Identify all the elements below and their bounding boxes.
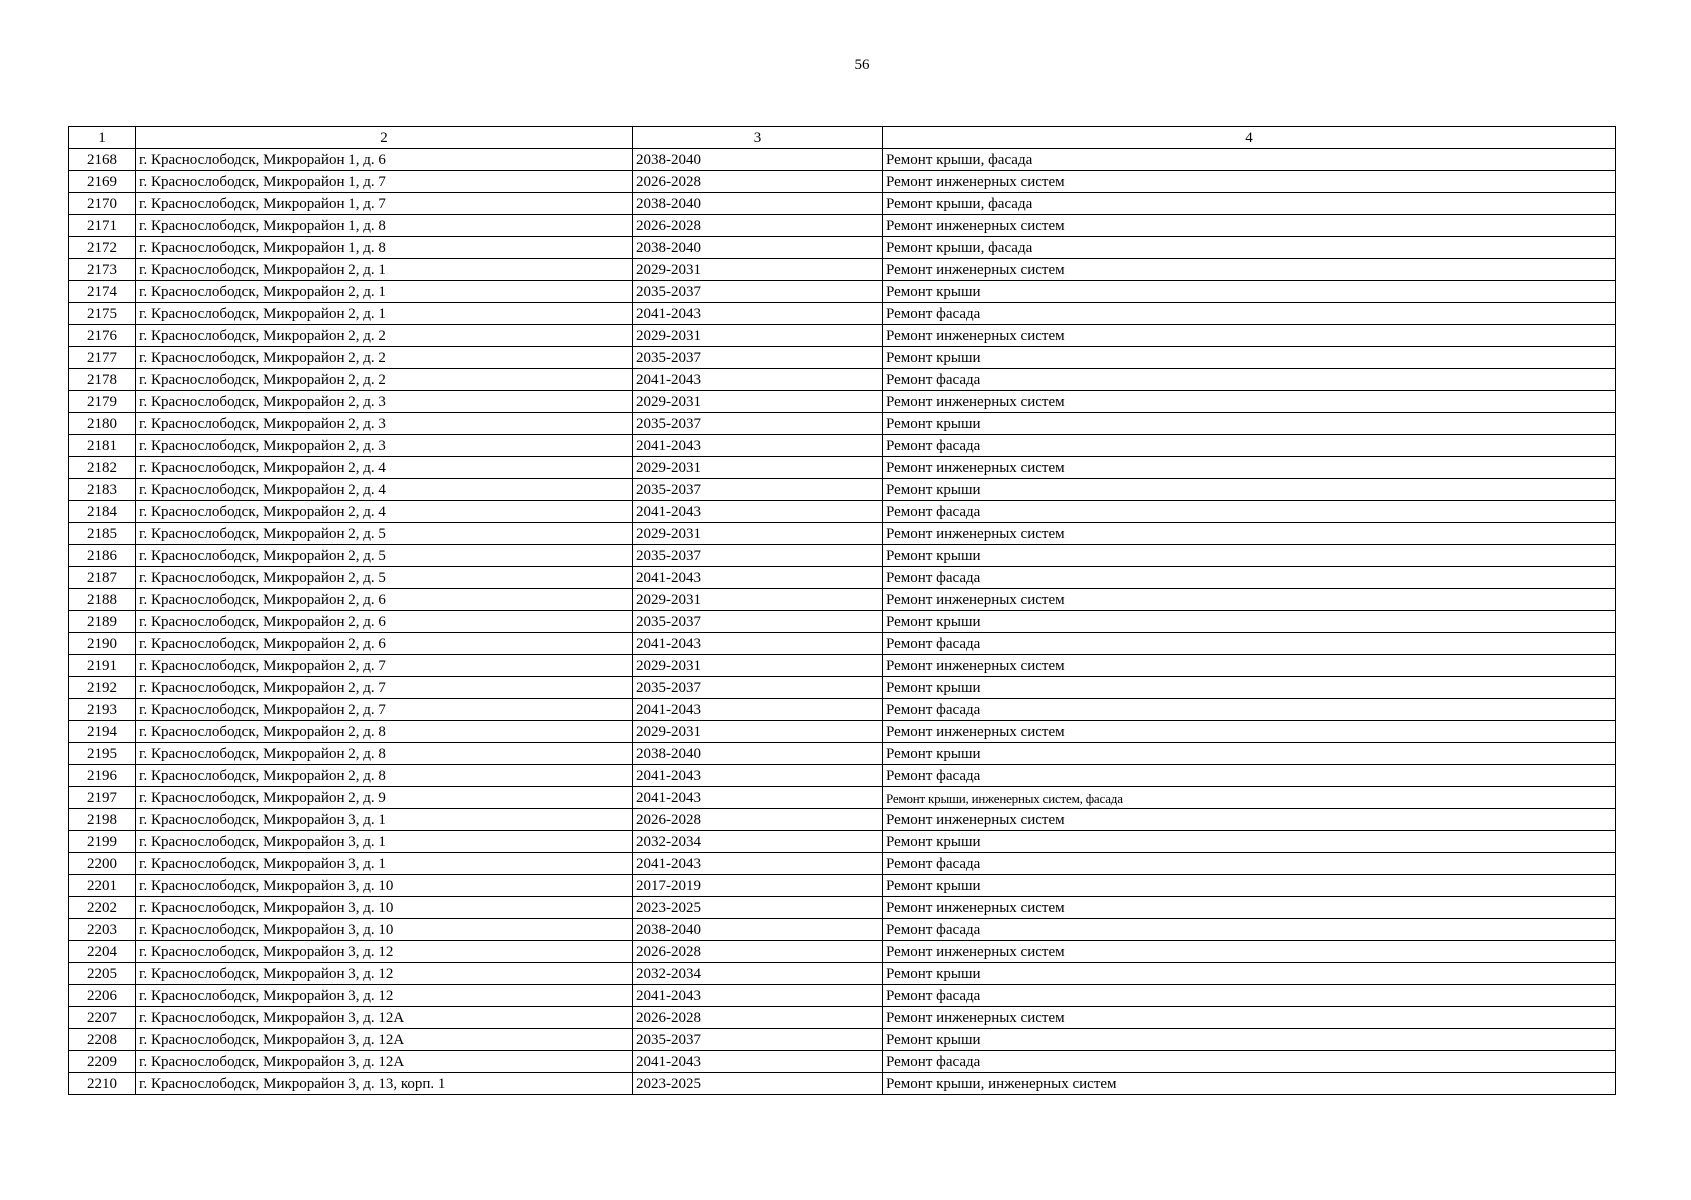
table-row: [69, 721, 1616, 743]
table-row: [69, 853, 1616, 875]
period-cell: 2023-2025: [633, 897, 883, 919]
table-row: [69, 479, 1616, 501]
work-type-cell: Ремонт фасада: [883, 853, 1616, 875]
work-type-cell: Ремонт крыши: [883, 677, 1616, 699]
row-number-cell: 2191: [69, 655, 136, 677]
period-cell: 2041-2043: [633, 435, 883, 457]
period-cell: 2038-2040: [633, 237, 883, 259]
work-type-cell: Ремонт инженерных систем: [883, 325, 1616, 347]
work-type-cell: Ремонт инженерных систем: [883, 523, 1616, 545]
row-number-cell: 2184: [69, 501, 136, 523]
address-cell: г. Краснослободск, Микрорайон 3, д. 10: [136, 897, 633, 919]
work-type-cell: Ремонт крыши: [883, 545, 1616, 567]
address-cell: г. Краснослободск, Микрорайон 3, д. 12А: [136, 1051, 633, 1073]
period-cell: 2029-2031: [633, 457, 883, 479]
period-cell: 2029-2031: [633, 721, 883, 743]
period-cell: 2029-2031: [633, 325, 883, 347]
table-row: [69, 149, 1616, 171]
period-cell: 2026-2028: [633, 941, 883, 963]
work-type-cell: Ремонт крыши: [883, 281, 1616, 303]
row-number-cell: 2178: [69, 369, 136, 391]
address-cell: г. Краснослободск, Микрорайон 2, д. 6: [136, 589, 633, 611]
period-cell: 2041-2043: [633, 853, 883, 875]
row-number-cell: 2202: [69, 897, 136, 919]
work-type-cell: Ремонт крыши: [883, 611, 1616, 633]
table-row: [69, 963, 1616, 985]
table-row: [69, 633, 1616, 655]
address-cell: г. Краснослободск, Микрорайон 2, д. 8: [136, 765, 633, 787]
address-cell: г. Краснослободск, Микрорайон 2, д. 8: [136, 721, 633, 743]
work-type-cell: Ремонт фасада: [883, 919, 1616, 941]
table-row: [69, 919, 1616, 941]
table-row: [69, 831, 1616, 853]
table-row: [69, 303, 1616, 325]
period-cell: 2041-2043: [633, 633, 883, 655]
row-number-cell: 2203: [69, 919, 136, 941]
work-type-cell: Ремонт крыши: [883, 479, 1616, 501]
period-cell: 2041-2043: [633, 501, 883, 523]
row-number-cell: 2171: [69, 215, 136, 237]
row-number-cell: 2172: [69, 237, 136, 259]
address-cell: г. Краснослободск, Микрорайон 3, д. 12А: [136, 1007, 633, 1029]
address-cell: г. Краснослободск, Микрорайон 2, д. 2: [136, 369, 633, 391]
work-type-cell: Ремонт фасада: [883, 567, 1616, 589]
period-cell: 2023-2025: [633, 1073, 883, 1095]
row-number-cell: 2176: [69, 325, 136, 347]
work-type-cell: Ремонт инженерных систем: [883, 171, 1616, 193]
row-number-cell: 2185: [69, 523, 136, 545]
address-cell: г. Краснослободск, Микрорайон 2, д. 8: [136, 743, 633, 765]
row-number-cell: 2189: [69, 611, 136, 633]
row-number-cell: 2181: [69, 435, 136, 457]
work-type-cell: Ремонт фасада: [883, 501, 1616, 523]
address-cell: г. Краснослободск, Микрорайон 2, д. 1: [136, 281, 633, 303]
table-row: [69, 611, 1616, 633]
work-type-cell: Ремонт крыши, инженерных систем: [883, 1073, 1616, 1095]
address-cell: г. Краснослободск, Микрорайон 2, д. 1: [136, 303, 633, 325]
table-header: [69, 127, 1616, 149]
row-number-cell: 2168: [69, 149, 136, 171]
address-cell: г. Краснослободск, Микрорайон 3, д. 10: [136, 919, 633, 941]
row-number-cell: 2186: [69, 545, 136, 567]
table-row: [69, 369, 1616, 391]
table-row: [69, 171, 1616, 193]
row-number-cell: 2206: [69, 985, 136, 1007]
table-row: [69, 325, 1616, 347]
address-cell: г. Краснослободск, Микрорайон 2, д. 2: [136, 325, 633, 347]
row-number-cell: 2200: [69, 853, 136, 875]
row-number-cell: 2190: [69, 633, 136, 655]
work-type-cell: Ремонт фасада: [883, 985, 1616, 1007]
table-row: [69, 897, 1616, 919]
work-type-cell: Ремонт инженерных систем: [883, 721, 1616, 743]
row-number-cell: 2199: [69, 831, 136, 853]
table-row: [69, 435, 1616, 457]
work-type-cell: Ремонт крыши: [883, 743, 1616, 765]
work-type-cell: Ремонт инженерных систем: [883, 655, 1616, 677]
address-cell: г. Краснослободск, Микрорайон 3, д. 13, корп. 1: [136, 1073, 633, 1095]
table-row: [69, 281, 1616, 303]
work-type-cell: Ремонт крыши: [883, 875, 1616, 897]
period-cell: 2041-2043: [633, 985, 883, 1007]
address-cell: г. Краснослободск, Микрорайон 2, д. 1: [136, 259, 633, 281]
row-number-cell: 2198: [69, 809, 136, 831]
work-type-cell: Ремонт фасада: [883, 369, 1616, 391]
row-number-cell: 2205: [69, 963, 136, 985]
address-cell: г. Краснослободск, Микрорайон 2, д. 5: [136, 545, 633, 567]
work-type-cell: Ремонт фасада: [883, 699, 1616, 721]
address-cell: г. Краснослободск, Микрорайон 3, д. 1: [136, 853, 633, 875]
column-header-3: 3: [633, 127, 883, 149]
table-row: [69, 699, 1616, 721]
work-type-cell: Ремонт инженерных систем: [883, 809, 1616, 831]
period-cell: 2029-2031: [633, 391, 883, 413]
table-row: [69, 809, 1616, 831]
period-cell: 2041-2043: [633, 787, 883, 809]
table-row: [69, 941, 1616, 963]
period-cell: 2017-2019: [633, 875, 883, 897]
period-cell: 2026-2028: [633, 809, 883, 831]
work-type-cell: Ремонт инженерных систем: [883, 1007, 1616, 1029]
table-row: [69, 545, 1616, 567]
work-type-cell: Ремонт инженерных систем: [883, 259, 1616, 281]
row-number-cell: 2192: [69, 677, 136, 699]
row-number-cell: 2197: [69, 787, 136, 809]
row-number-cell: 2201: [69, 875, 136, 897]
work-type-cell: Ремонт крыши, фасада: [883, 193, 1616, 215]
table-row: [69, 765, 1616, 787]
table-row: [69, 589, 1616, 611]
period-cell: 2041-2043: [633, 699, 883, 721]
period-cell: 2035-2037: [633, 479, 883, 501]
row-number-cell: 2187: [69, 567, 136, 589]
row-number-cell: 2210: [69, 1073, 136, 1095]
address-cell: г. Краснослободск, Микрорайон 2, д. 3: [136, 413, 633, 435]
work-type-cell: Ремонт инженерных систем: [883, 589, 1616, 611]
address-cell: г. Краснослободск, Микрорайон 2, д. 3: [136, 391, 633, 413]
row-number-cell: 2177: [69, 347, 136, 369]
table-row: [69, 193, 1616, 215]
address-cell: г. Краснослободск, Микрорайон 2, д. 9: [136, 787, 633, 809]
period-cell: 2032-2034: [633, 831, 883, 853]
address-cell: г. Краснослободск, Микрорайон 3, д. 12А: [136, 1029, 633, 1051]
period-cell: 2026-2028: [633, 171, 883, 193]
work-type-cell: Ремонт фасада: [883, 303, 1616, 325]
period-cell: 2041-2043: [633, 369, 883, 391]
address-cell: г. Краснослободск, Микрорайон 2, д. 3: [136, 435, 633, 457]
row-number-cell: 2207: [69, 1007, 136, 1029]
page-number: 56: [854, 57, 870, 73]
table-row: [69, 655, 1616, 677]
table-row: [69, 677, 1616, 699]
table-row: [69, 501, 1616, 523]
period-cell: 2038-2040: [633, 149, 883, 171]
address-cell: г. Краснослободск, Микрорайон 3, д. 12: [136, 963, 633, 985]
work-type-cell: Ремонт инженерных систем: [883, 897, 1616, 919]
table-row: [69, 457, 1616, 479]
row-number-cell: 2174: [69, 281, 136, 303]
period-cell: 2035-2037: [633, 281, 883, 303]
table-row: [69, 215, 1616, 237]
period-cell: 2038-2040: [633, 743, 883, 765]
row-number-cell: 2188: [69, 589, 136, 611]
period-cell: 2035-2037: [633, 677, 883, 699]
table-body: [69, 149, 1616, 1095]
row-number-cell: 2173: [69, 259, 136, 281]
address-cell: г. Краснослободск, Микрорайон 3, д. 1: [136, 831, 633, 853]
table-row: [69, 875, 1616, 897]
row-number-cell: 2193: [69, 699, 136, 721]
period-cell: 2035-2037: [633, 347, 883, 369]
table-row: [69, 259, 1616, 281]
address-cell: г. Краснослободск, Микрорайон 2, д. 5: [136, 567, 633, 589]
address-cell: г. Краснослободск, Микрорайон 2, д. 4: [136, 479, 633, 501]
period-cell: 2029-2031: [633, 655, 883, 677]
header-row: [69, 127, 1616, 149]
table-row: [69, 1073, 1616, 1095]
address-cell: г. Краснослободск, Микрорайон 3, д. 10: [136, 875, 633, 897]
work-type-cell: Ремонт инженерных систем: [883, 457, 1616, 479]
table-row: [69, 523, 1616, 545]
period-cell: 2029-2031: [633, 259, 883, 281]
work-type-cell: Ремонт крыши, фасада: [883, 237, 1616, 259]
work-type-cell: Ремонт крыши, инженерных систем, фасада: [883, 787, 1616, 809]
period-cell: 2038-2040: [633, 919, 883, 941]
period-cell: 2026-2028: [633, 215, 883, 237]
work-type-cell: Ремонт инженерных систем: [883, 215, 1616, 237]
work-type-cell: Ремонт фасада: [883, 1051, 1616, 1073]
row-number-cell: 2170: [69, 193, 136, 215]
period-cell: 2041-2043: [633, 1051, 883, 1073]
address-cell: г. Краснослободск, Микрорайон 2, д. 7: [136, 655, 633, 677]
period-cell: 2029-2031: [633, 589, 883, 611]
address-cell: г. Краснослободск, Микрорайон 1, д. 8: [136, 215, 633, 237]
row-number-cell: 2175: [69, 303, 136, 325]
period-cell: 2035-2037: [633, 1029, 883, 1051]
column-header-2: 2: [136, 127, 633, 149]
work-type-cell: Ремонт крыши: [883, 963, 1616, 985]
row-number-cell: 2204: [69, 941, 136, 963]
address-cell: г. Краснослободск, Микрорайон 2, д. 4: [136, 457, 633, 479]
work-type-cell: Ремонт крыши: [883, 1029, 1616, 1051]
work-type-cell: Ремонт фасада: [883, 435, 1616, 457]
row-number-cell: 2179: [69, 391, 136, 413]
address-cell: г. Краснослободск, Микрорайон 1, д. 6: [136, 149, 633, 171]
row-number-cell: 2182: [69, 457, 136, 479]
address-cell: г. Краснослободск, Микрорайон 2, д. 4: [136, 501, 633, 523]
row-number-cell: 2194: [69, 721, 136, 743]
row-number-cell: 2209: [69, 1051, 136, 1073]
table-row: [69, 1051, 1616, 1073]
row-number-cell: 2180: [69, 413, 136, 435]
period-cell: 2035-2037: [633, 413, 883, 435]
table-row: [69, 787, 1616, 809]
work-type-cell: Ремонт крыши, фасада: [883, 149, 1616, 171]
row-number-cell: 2208: [69, 1029, 136, 1051]
period-cell: 2041-2043: [633, 765, 883, 787]
table-row: [69, 985, 1616, 1007]
repair-schedule-table: [68, 126, 1616, 1095]
address-cell: г. Краснослободск, Микрорайон 1, д. 7: [136, 171, 633, 193]
address-cell: г. Краснослободск, Микрорайон 2, д. 5: [136, 523, 633, 545]
row-number-cell: 2195: [69, 743, 136, 765]
address-cell: г. Краснослободск, Микрорайон 3, д. 1: [136, 809, 633, 831]
period-cell: 2035-2037: [633, 611, 883, 633]
column-header-4: 4: [883, 127, 1616, 149]
table-row: [69, 567, 1616, 589]
period-cell: 2041-2043: [633, 303, 883, 325]
address-cell: г. Краснослободск, Микрорайон 2, д. 6: [136, 611, 633, 633]
period-cell: 2041-2043: [633, 567, 883, 589]
address-cell: г. Краснослободск, Микрорайон 2, д. 6: [136, 633, 633, 655]
period-cell: 2032-2034: [633, 963, 883, 985]
table-row: [69, 743, 1616, 765]
table-row: [69, 1029, 1616, 1051]
address-cell: г. Краснослободск, Микрорайон 2, д. 7: [136, 677, 633, 699]
work-type-cell: Ремонт инженерных систем: [883, 391, 1616, 413]
address-cell: г. Краснослободск, Микрорайон 2, д. 7: [136, 699, 633, 721]
table-row: [69, 347, 1616, 369]
table-row: [69, 413, 1616, 435]
address-cell: г. Краснослободск, Микрорайон 2, д. 2: [136, 347, 633, 369]
table-row: [69, 237, 1616, 259]
row-number-cell: 2183: [69, 479, 136, 501]
work-type-cell: Ремонт инженерных систем: [883, 941, 1616, 963]
work-type-cell: Ремонт крыши: [883, 831, 1616, 853]
address-cell: г. Краснослободск, Микрорайон 1, д. 8: [136, 237, 633, 259]
address-cell: г. Краснослободск, Микрорайон 3, д. 12: [136, 941, 633, 963]
work-type-cell: Ремонт фасада: [883, 633, 1616, 655]
row-number-cell: 2196: [69, 765, 136, 787]
column-header-1: 1: [69, 127, 136, 149]
work-type-cell: Ремонт крыши: [883, 347, 1616, 369]
work-type-cell: Ремонт крыши: [883, 413, 1616, 435]
address-cell: г. Краснослободск, Микрорайон 3, д. 12: [136, 985, 633, 1007]
row-number-cell: 2169: [69, 171, 136, 193]
period-cell: 2038-2040: [633, 193, 883, 215]
period-cell: 2035-2037: [633, 545, 883, 567]
period-cell: 2029-2031: [633, 523, 883, 545]
address-cell: г. Краснослободск, Микрорайон 1, д. 7: [136, 193, 633, 215]
work-type-cell: Ремонт фасада: [883, 765, 1616, 787]
table-row: [69, 1007, 1616, 1029]
table-row: [69, 391, 1616, 413]
period-cell: 2026-2028: [633, 1007, 883, 1029]
